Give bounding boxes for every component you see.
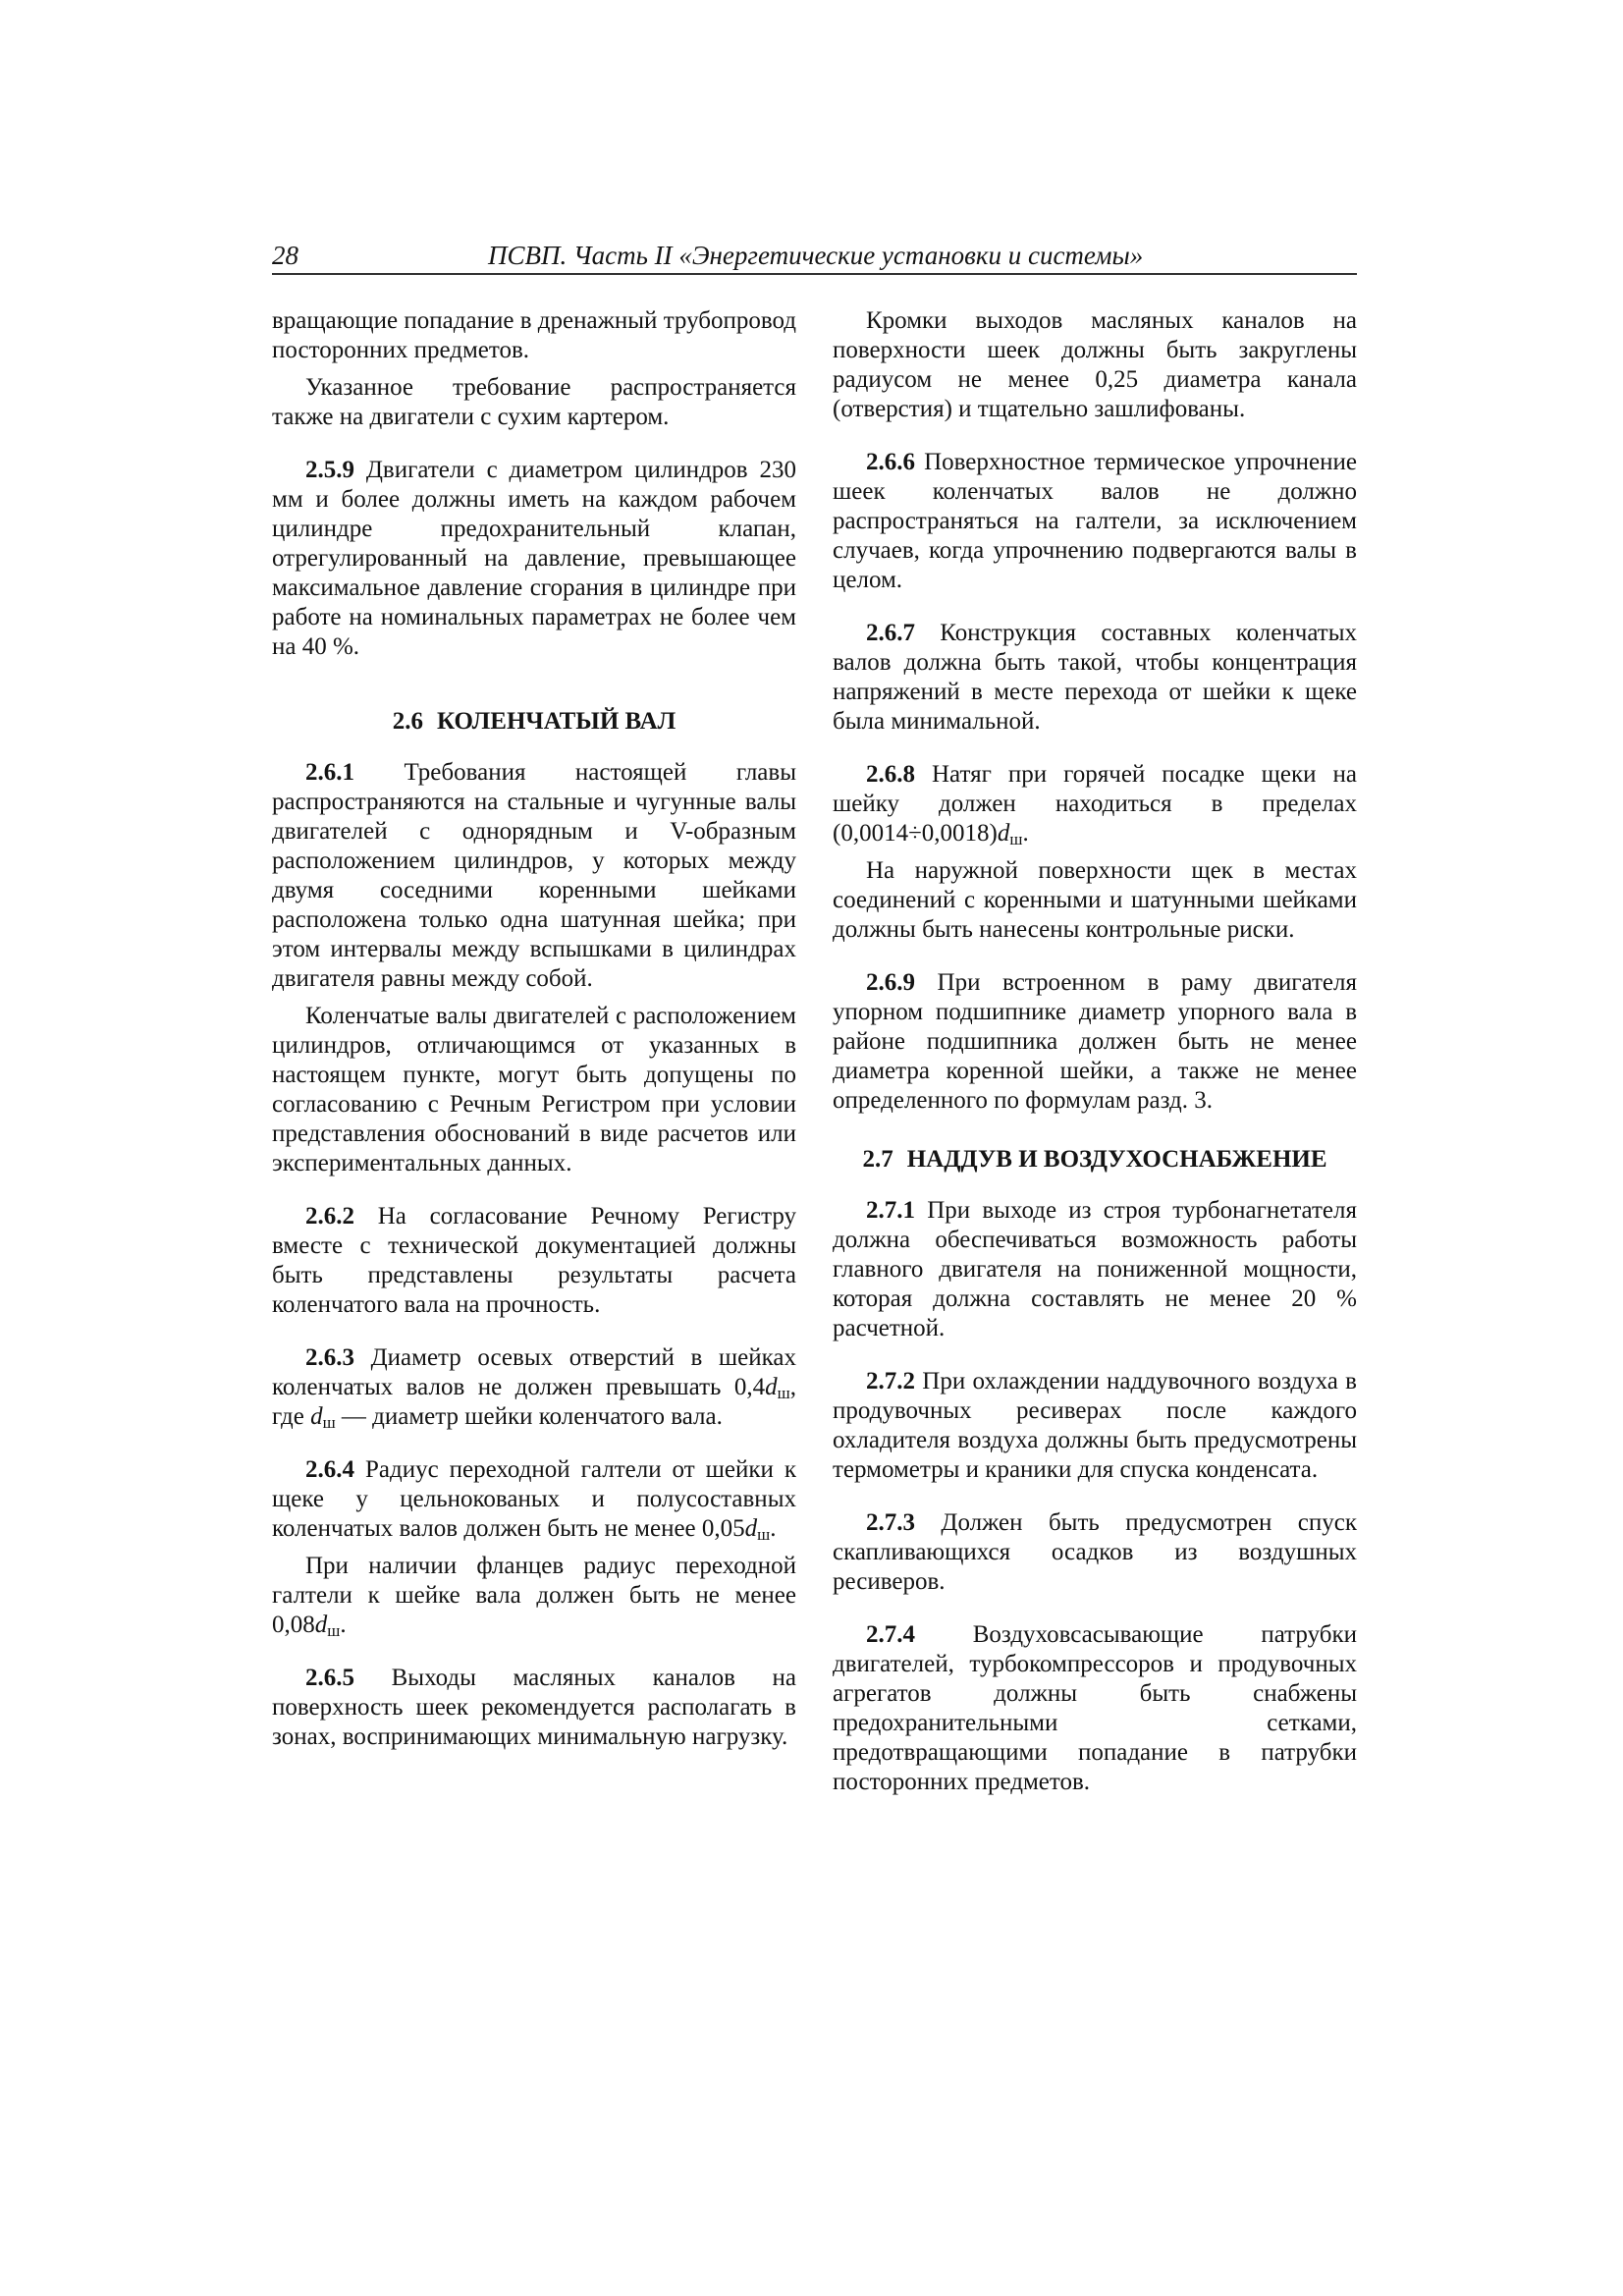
clause-2-6-1: [272, 758, 796, 994]
clause-number: 2.7.4: [866, 1621, 915, 1648]
subscript: ш: [1009, 830, 1023, 848]
clause-text: При встроенном в раму двигателя упорном подшипнике диаметр упорного вала в районе подшипника должен быть не менее диаметра коренной шейки, а также не менее определенного по формулам разд. 3.: [833, 969, 1357, 1114]
clause-text: — диаметр шейки коленчатого вала.: [335, 1403, 723, 1430]
paragraph-continuation: вращающие попадание в дренажный трубопровод посторонних предметов.: [272, 307, 796, 363]
clause-text: .: [1022, 820, 1029, 847]
left-column: [272, 306, 796, 1752]
clause-2-6-3: [272, 1343, 796, 1432]
paragraph: [272, 1552, 796, 1640]
variable-d: d: [310, 1403, 323, 1430]
variable-d: d: [314, 1612, 328, 1638]
clause-number: 2.6.7: [866, 620, 915, 646]
paragraph-text: При наличии фланцев радиус переходной галтели к шейке вала должен быть не менее 0,08: [272, 1553, 796, 1638]
header-title: ПСВП. Часть II «Энергетические установки и системы»: [488, 241, 1144, 270]
page-number: 28: [272, 241, 298, 270]
clause-number: 2.6.2: [305, 1203, 354, 1230]
clause-number: 2.6.8: [866, 761, 915, 788]
section-title: НАДДУВ И ВОЗДУХОСНАБЖЕНИЕ: [906, 1146, 1327, 1173]
clause-text: Поверхностное термическое упрочнение шеек коленчатых валов не должно распространяться на галтели, за исключением случаев, когда упрочнению подвергаются валы в целом.: [833, 449, 1357, 593]
subscript: ш: [757, 1525, 771, 1544]
clause-2-6-9: [833, 968, 1357, 1116]
clause-2-7-2: [833, 1367, 1357, 1485]
paragraph: Кромки выходов масляных каналов на поверхности шеек должны быть закруглены радиусом не менее 0,25 диаметра канала (отверстия) и тщательно зашлифованы.: [833, 307, 1357, 422]
clause-number: 2.6.9: [866, 969, 915, 996]
clause-number: 2.7.3: [866, 1509, 915, 1536]
clause-number: 2.6.6: [866, 449, 915, 475]
clause-number: 2.7.2: [866, 1368, 915, 1394]
clause-2-7-3: [833, 1508, 1357, 1597]
clause-2-6-5: [272, 1664, 796, 1752]
subscript: ш: [777, 1384, 790, 1402]
clause-text: На согласование Речному Регистру вместе с технической документацией должны быть представлены результаты расчета коленчатого вала на прочность.: [272, 1203, 796, 1318]
paragraph: Указанное требование распространяется также на двигатели с сухим картером.: [272, 374, 796, 430]
clause-text: Конструкция составных коленчатых валов должна быть такой, чтобы концентрация напряжений в месте перехода от шейки к щеке была минимальной.: [833, 620, 1357, 735]
paragraph-text: .: [340, 1612, 347, 1638]
clause-number: 2.6.4: [305, 1456, 354, 1483]
clause-number: 2.6.3: [305, 1344, 354, 1371]
right-column: [833, 306, 1357, 1797]
subscript: ш: [322, 1413, 336, 1432]
clause-2-6-2: [272, 1202, 796, 1320]
section-number: 2.6: [392, 708, 423, 735]
clause-2-7-4: [833, 1620, 1357, 1797]
clause-2-6-7: [833, 619, 1357, 737]
clause-text: , где: [272, 1374, 796, 1430]
variable-d: d: [997, 820, 1010, 847]
running-header: [272, 238, 1357, 275]
clause-text: Воздуховсасывающие патрубки двигателей, турбокомпрессоров и продувочных агрегатов должны быть снабжены предохранительными сетками, предотвращающими попадание в патрубки посторонних предметов.: [833, 1621, 1357, 1795]
clause-text: Выходы масляных каналов на поверхность шеек рекомендуется располагать в зонах, воспринимающих минимальную нагрузку.: [272, 1665, 796, 1750]
clause-text: Диаметр осевых отверстий в шейках коленчатых валов не должен превышать 0,4: [272, 1344, 796, 1400]
clause-text: Должен быть предусмотрен спуск скапливающихся осадков из воздушных ресиверов.: [833, 1509, 1357, 1595]
clause-2-6-4: [272, 1455, 796, 1544]
clause-number: 2.7.1: [866, 1197, 915, 1224]
clause-text: При выходе из строя турбонагнетателя должна обеспечиваться возможность работы главного двигателя на пониженной мощности, которая должна составлять не менее 20 % расчетной.: [833, 1197, 1357, 1341]
clause-number: 2.6.1: [305, 759, 354, 786]
clause-2-5-9: [272, 456, 796, 662]
clause-number: 2.6.5: [305, 1665, 354, 1691]
variable-d: d: [744, 1515, 758, 1542]
section-number: 2.7: [862, 1146, 893, 1173]
clause-text: Двигатели с диаметром цилиндров 230 мм и более должны иметь на каждом рабочем цилиндре предохранительный клапан, отрегулированный на давление, превышающее максимальное давление сгорания в цилиндре при работе на номинальных параметрах не более чем на 40 %.: [272, 457, 796, 660]
clause-text: Требования настоящей главы распространяются на стальные и чугунные валы двигателей с однорядным и V-образным расположением цилиндров, у которых между двумя соседними коренными шейками расположена только одна шатунная шейка; при этом интервалы между вспышками в цилиндрах двигателя равны между собой.: [272, 759, 796, 992]
section-heading-2-7: [833, 1145, 1357, 1175]
clause-text: При охлаждении наддувочного воздуха в продувочных ресиверах после каждого охладителя воздуха должны быть предусмотрены термометры и краники для спуска конденсата.: [833, 1368, 1357, 1483]
clause-2-7-1: [833, 1196, 1357, 1343]
clause-2-6-6: [833, 448, 1357, 595]
paragraph: Коленчатые валы двигателей с расположением цилиндров, отличающимся от указанных в настоящем пункте, могут быть допущены по согласованию с Речным Регистром при условии представления обоснований в виде расчетов или экспериментальных данных.: [272, 1003, 796, 1176]
clause-number: 2.5.9: [305, 457, 354, 483]
variable-d: d: [765, 1374, 778, 1400]
subscript: ш: [327, 1621, 341, 1640]
paragraph: На наружной поверхности щек в местах соединений с коренными и шатунными шейками должны быть нанесены контрольные риски.: [833, 857, 1357, 943]
clause-text: Радиус переходной галтели от шейки к щеке у цельнокованых и полусоставных коленчатых валов должен быть не менее 0,05: [272, 1456, 796, 1542]
clause-text: Натяг при горячей посадке щеки на шейку должен находиться в пределах (0,0014÷0,0018): [833, 761, 1357, 847]
section-title: КОЛЕНЧАТЫЙ ВАЛ: [436, 708, 676, 735]
clause-text: .: [770, 1515, 777, 1542]
clause-2-6-8: [833, 760, 1357, 848]
section-heading-2-6: [272, 707, 796, 737]
